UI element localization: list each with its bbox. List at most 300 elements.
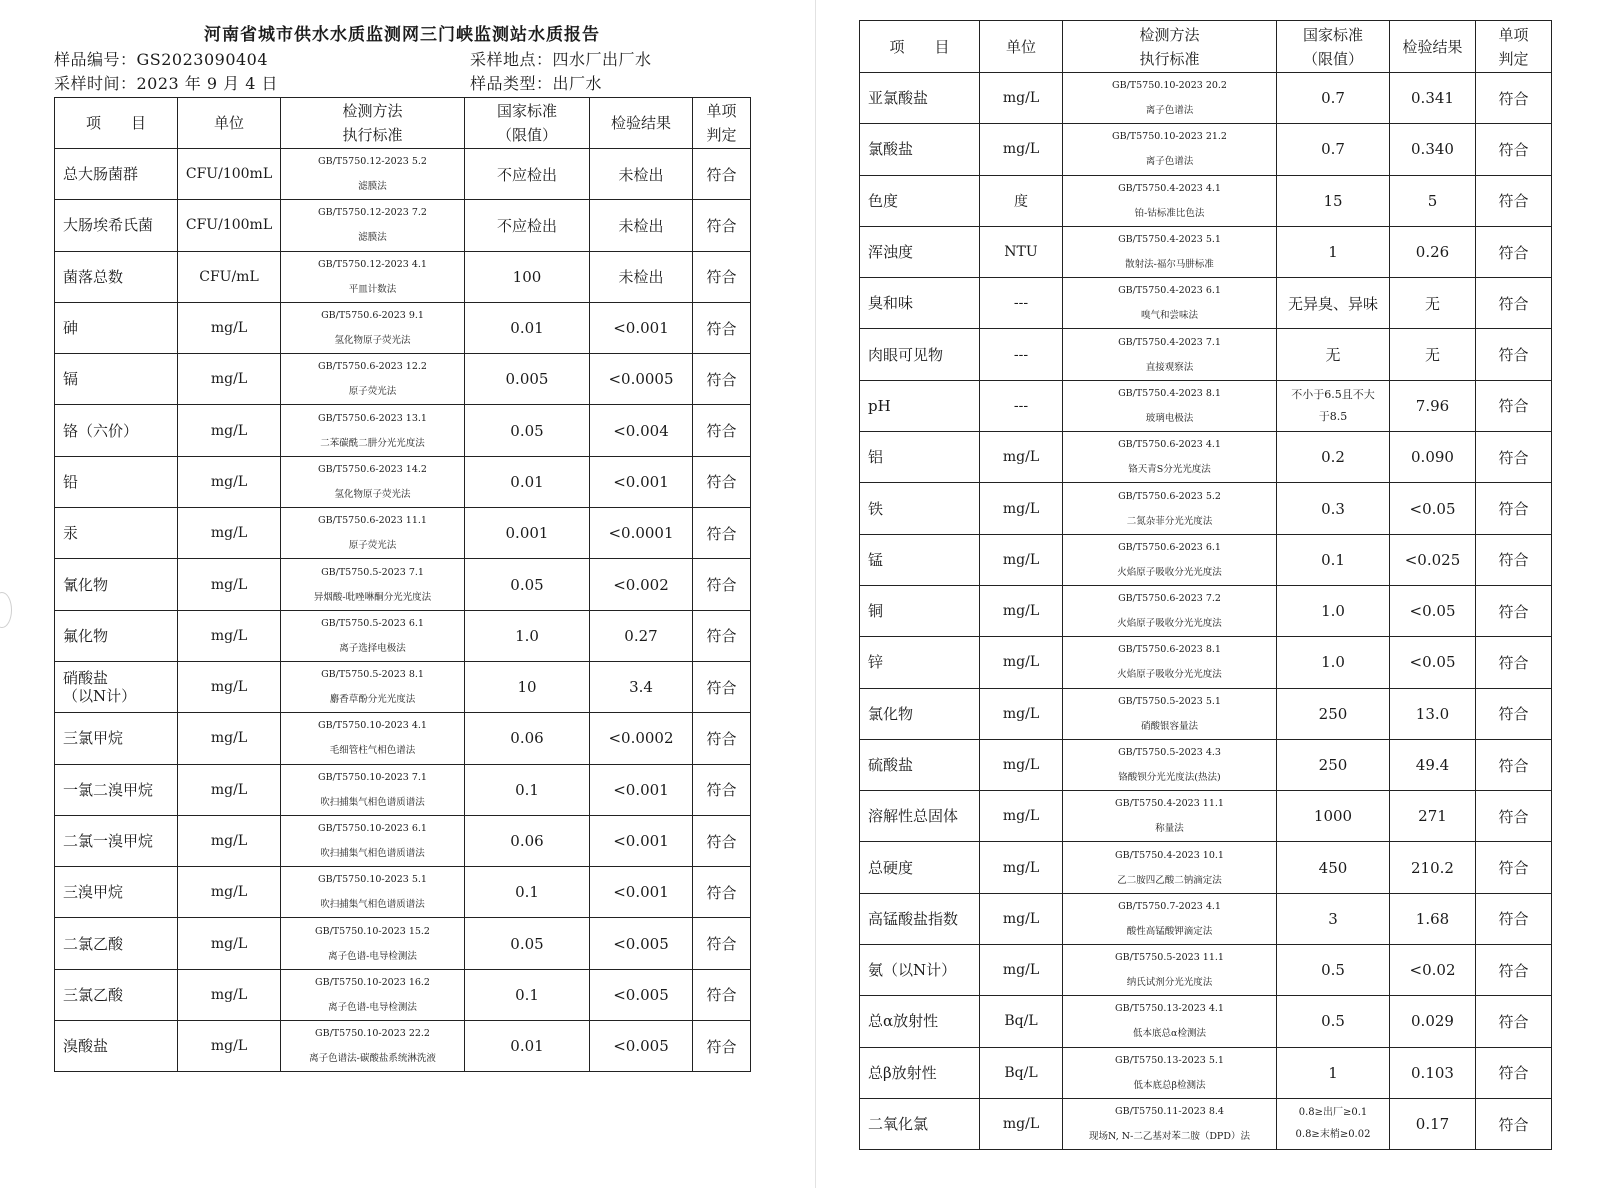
- item-result: 0.341: [1390, 73, 1476, 124]
- method-standard-code: GB/T5750.10-2023 4.1: [318, 720, 427, 732]
- limit-value: 0.7: [1321, 89, 1345, 108]
- method-name: 铬天青S分光光度法: [1128, 464, 1211, 476]
- table-header-row: [55, 98, 751, 149]
- method-standard-code: GB/T5750.10-2023 16.2: [315, 976, 430, 988]
- item-limit: [1277, 688, 1390, 739]
- item-name: [860, 996, 980, 1047]
- item-judge: 符合: [693, 969, 751, 1020]
- limit-value: 1: [1328, 1063, 1338, 1082]
- method-standard-code: GB/T5750.6-2023 4.1: [1118, 439, 1221, 451]
- item-name: [55, 610, 178, 661]
- method-name: 嗅气和尝味法: [1140, 310, 1198, 322]
- table-row: [55, 918, 751, 969]
- item-result: 0.26: [1390, 226, 1476, 277]
- table-row: [55, 610, 751, 661]
- table-row: [55, 149, 751, 200]
- limit-value: 不应检出: [496, 165, 557, 184]
- header-method: [281, 98, 465, 149]
- header-standard-line1: 国家标准: [496, 102, 557, 120]
- item-name-text: 浑浊度: [868, 243, 914, 262]
- item-result: <0.004: [590, 405, 693, 456]
- item-unit: mg/L: [980, 945, 1063, 996]
- method-standard-code: GB/T5750.6-2023 7.2: [1118, 593, 1221, 605]
- item-method: [281, 354, 465, 405]
- header-result: 检验结果: [1390, 21, 1476, 73]
- item-name: [55, 149, 178, 200]
- method-standard-code: GB/T5750.4-2023 7.1: [1118, 336, 1221, 348]
- item-judge: 符合: [1476, 329, 1552, 380]
- item-method: [1063, 534, 1277, 585]
- item-limit: [1277, 791, 1390, 842]
- item-unit: mg/L: [980, 739, 1063, 790]
- item-name: [55, 867, 178, 918]
- limit-value: 100: [512, 267, 542, 286]
- method-name: 滤膜法: [358, 232, 387, 244]
- item-result: 5: [1390, 175, 1476, 226]
- table-row: [860, 380, 1552, 431]
- item-result: <0.0002: [590, 713, 693, 764]
- item-name: [55, 713, 178, 764]
- item-judge: 符合: [693, 559, 751, 610]
- item-name: [860, 842, 980, 893]
- header-judge: [693, 98, 751, 149]
- item-name: [55, 354, 178, 405]
- limit-value: 0.001: [505, 524, 549, 543]
- header-judge: [1476, 21, 1552, 73]
- item-judge: 符合: [693, 405, 751, 456]
- method-standard-code: GB/T5750.6-2023 14.2: [318, 463, 427, 475]
- item-limit: [465, 405, 590, 456]
- limit-value: 0.01: [510, 472, 544, 491]
- limit-value: 1.0: [515, 626, 539, 645]
- item-judge: 符合: [1476, 996, 1552, 1047]
- item-limit: [1277, 945, 1390, 996]
- item-result: <0.005: [590, 969, 693, 1020]
- item-method: [281, 969, 465, 1020]
- limit-value: 不应检出: [496, 216, 557, 235]
- item-limit: [1277, 278, 1390, 329]
- item-unit: mg/L: [178, 354, 281, 405]
- item-method: [1063, 739, 1277, 790]
- method-name: 低本底总α检测法: [1133, 1028, 1206, 1040]
- item-judge: 符合: [1476, 945, 1552, 996]
- page-edge-mark: [0, 592, 12, 628]
- item-name-text: 高锰酸盐指数: [868, 909, 959, 928]
- header-method-line2: 执行标准: [342, 126, 403, 144]
- item-unit: CFU/100mL: [178, 200, 281, 251]
- results-table-left: [54, 97, 751, 1072]
- sample-time: 采样时间：2023 年 9 月 4 日: [54, 74, 279, 93]
- method-standard-code: GB/T5750.6-2023 8.1: [1118, 644, 1221, 656]
- item-method: [1063, 1098, 1277, 1149]
- method-standard-code: GB/T5750.5-2023 8.1: [321, 669, 424, 681]
- item-judge: 符合: [693, 1021, 751, 1072]
- table-row: [860, 124, 1552, 175]
- header-method-line1: 检测方法: [1139, 25, 1200, 44]
- results-table-right: [859, 20, 1552, 1150]
- method-standard-code: GB/T5750.6-2023 5.2: [1118, 490, 1221, 502]
- table-row: [860, 739, 1552, 790]
- item-name-text: 锰: [868, 550, 884, 569]
- item-judge: 符合: [1476, 380, 1552, 431]
- item-name-text: 二氯一溴甲烷: [63, 832, 154, 850]
- item-unit: mg/L: [178, 867, 281, 918]
- method-standard-code: GB/T5750.12-2023 7.2: [318, 207, 427, 219]
- limit-value: 0.06: [510, 729, 544, 748]
- item-method: [281, 661, 465, 712]
- item-judge: 符合: [1476, 175, 1552, 226]
- item-result: <0.001: [590, 302, 693, 353]
- item-name-text: 三溴甲烷: [63, 883, 124, 902]
- item-unit: mg/L: [178, 302, 281, 353]
- item-method: [281, 456, 465, 507]
- item-name: [55, 559, 178, 610]
- method-name: 酸性高锰酸钾滴定法: [1126, 925, 1213, 937]
- header-standard: [465, 98, 590, 149]
- header-result: 检验结果: [590, 98, 693, 149]
- table-row: [55, 508, 751, 559]
- item-result: 0.090: [1390, 432, 1476, 483]
- method-name: 异烟酸-吡唑啉酮分光光度法: [313, 591, 432, 603]
- item-name-text: 菌落总数: [63, 267, 124, 286]
- method-standard-code: GB/T5750.10-2023 6.1: [318, 823, 427, 834]
- method-standard-code: GB/T5750.4-2023 8.1: [1118, 387, 1221, 399]
- item-name-text: 氯酸盐: [868, 140, 914, 159]
- item-limit: [1277, 73, 1390, 124]
- item-judge: 符合: [693, 610, 751, 661]
- item-judge: 符合: [1476, 585, 1552, 636]
- item-method: [281, 149, 465, 200]
- item-method: [1063, 124, 1277, 175]
- item-name-text: 总β放射性: [868, 1063, 937, 1082]
- item-name: [860, 534, 980, 585]
- table-row: [860, 996, 1552, 1047]
- item-method: [281, 867, 465, 918]
- limit-value: 0.005: [505, 370, 549, 389]
- item-limit: [1277, 329, 1390, 380]
- header-method-line1: 检测方法: [342, 102, 403, 120]
- method-standard-code: GB/T5750.4-2023 11.1: [1115, 798, 1224, 810]
- method-name: 氢化物原子荧光法: [334, 488, 411, 500]
- item-method: [1063, 996, 1277, 1047]
- method-name: 火焰原子吸收分光光度法: [1117, 618, 1222, 630]
- item-name-text: 铝: [868, 448, 884, 467]
- item-unit: ---: [980, 380, 1063, 431]
- item-method: [281, 200, 465, 251]
- item-unit: mg/L: [178, 969, 281, 1020]
- limit-value: 3: [1328, 909, 1338, 928]
- item-method: [1063, 175, 1277, 226]
- item-unit: mg/L: [178, 405, 281, 456]
- header-standard-line2: （限值）: [496, 126, 557, 144]
- header-item: 项 目: [55, 98, 178, 149]
- method-name: 离子色谱法: [1145, 156, 1194, 168]
- item-unit: Bq/L: [980, 996, 1063, 1047]
- report-title: 河南省城市供水水质监测网三门峡监测站水质报告: [204, 25, 600, 45]
- item-method: [281, 302, 465, 353]
- item-limit: [1277, 637, 1390, 688]
- method-standard-code: GB/T5750.10-2023 15.2: [315, 925, 430, 937]
- item-result: 0.103: [1390, 1047, 1476, 1098]
- limit-value: 0.5: [1321, 961, 1345, 980]
- item-unit: NTU: [980, 226, 1063, 277]
- item-result: 未检出: [590, 149, 693, 200]
- header-standard: [1277, 21, 1390, 73]
- item-judge: 符合: [693, 302, 751, 353]
- item-limit: [1277, 842, 1390, 893]
- item-judge: 符合: [1476, 1098, 1552, 1149]
- table-row: [860, 534, 1552, 585]
- item-result: <0.05: [1390, 585, 1476, 636]
- table-row: [55, 405, 751, 456]
- item-unit: ---: [980, 278, 1063, 329]
- method-name: 二氮杂菲分光光度法: [1126, 515, 1213, 527]
- item-method: [1063, 688, 1277, 739]
- item-limit: [1277, 432, 1390, 483]
- item-name: [55, 405, 178, 456]
- item-method: [281, 764, 465, 815]
- item-unit: ---: [980, 329, 1063, 380]
- item-limit: [465, 200, 590, 251]
- table-row: [860, 329, 1552, 380]
- table-row: [860, 637, 1552, 688]
- table-row: [860, 226, 1552, 277]
- item-result: 13.0: [1390, 688, 1476, 739]
- method-standard-code: GB/T5750.4-2023 5.1: [1118, 234, 1221, 246]
- table-header-row: [860, 21, 1552, 73]
- item-judge: 符合: [1476, 73, 1552, 124]
- item-judge: 符合: [1476, 739, 1552, 790]
- item-unit: mg/L: [178, 918, 281, 969]
- item-name: [860, 945, 980, 996]
- method-name: 原子荧光法: [348, 540, 397, 552]
- item-result: <0.02: [1390, 945, 1476, 996]
- limit-value: 0.8≥出厂≥0.1: [1298, 1107, 1368, 1119]
- item-unit: mg/L: [178, 764, 281, 815]
- item-name: [860, 688, 980, 739]
- item-method: [281, 918, 465, 969]
- item-name: [860, 791, 980, 842]
- item-name: [860, 1098, 980, 1149]
- table-row: [860, 842, 1552, 893]
- item-limit: [1277, 585, 1390, 636]
- item-name: [55, 918, 178, 969]
- item-name: [55, 661, 178, 712]
- method-standard-code: GB/T5750.11-2023 8.4: [1115, 1106, 1224, 1118]
- method-name: 铬酸钡分光光度法(热法): [1118, 772, 1221, 783]
- item-method: [281, 610, 465, 661]
- item-name: [860, 175, 980, 226]
- item-unit: mg/L: [980, 585, 1063, 636]
- item-judge: 符合: [1476, 1047, 1552, 1098]
- method-name: 二苯碳酰二肼分光光度法: [320, 437, 425, 449]
- item-judge: 符合: [693, 251, 751, 302]
- method-name: 滤膜法: [358, 181, 387, 193]
- table-row: [55, 456, 751, 507]
- item-judge: 符合: [693, 713, 751, 764]
- header-standard-line1: 国家标准: [1302, 25, 1363, 44]
- item-result: 0.17: [1390, 1098, 1476, 1149]
- item-limit: [465, 456, 590, 507]
- method-name: 吹扫捕集气相色谱质谱法: [320, 796, 425, 808]
- table-row: [860, 945, 1552, 996]
- limit-value: 450: [1318, 858, 1348, 877]
- item-name-text: 三氯甲烷: [63, 729, 124, 748]
- item-limit: [465, 867, 590, 918]
- limit-value: 0.1: [515, 780, 539, 799]
- method-standard-code: GB/T5750.6-2023 9.1: [321, 310, 424, 322]
- item-limit: [465, 302, 590, 353]
- item-limit: [465, 661, 590, 712]
- method-name: 平皿计数法: [348, 283, 397, 295]
- limit-value: 0.05: [510, 421, 544, 440]
- limit-value: 0.06: [510, 832, 544, 850]
- table-row: [55, 713, 751, 764]
- method-name: 直接观察法: [1145, 361, 1194, 373]
- item-name-text: 氯化物: [868, 704, 914, 723]
- item-method: [1063, 226, 1277, 277]
- item-limit: [1277, 124, 1390, 175]
- item-unit: mg/L: [980, 688, 1063, 739]
- item-unit: mg/L: [178, 661, 281, 712]
- item-name: [55, 1021, 178, 1072]
- item-method: [281, 1021, 465, 1072]
- item-method: [1063, 842, 1277, 893]
- limit-value: 0.01: [510, 1037, 544, 1056]
- item-name: [860, 637, 980, 688]
- item-name-text: 硫酸盐: [868, 756, 914, 774]
- table-row: [860, 688, 1552, 739]
- table-row: [860, 1098, 1552, 1149]
- item-name-text: pH: [868, 396, 891, 415]
- table-row: [860, 1047, 1552, 1098]
- limit-value: 0.05: [510, 934, 544, 953]
- item-method: [281, 815, 465, 866]
- limit-value: 0.2: [1321, 448, 1345, 467]
- item-result: <0.05: [1390, 637, 1476, 688]
- method-standard-code: GB/T5750.5-2023 4.3: [1118, 747, 1221, 758]
- method-name: 纳氏试剂分光光度法: [1126, 977, 1213, 989]
- item-result: <0.05: [1390, 483, 1476, 534]
- item-limit: [465, 508, 590, 559]
- table-row: [860, 73, 1552, 124]
- item-name-text: 亚氯酸盐: [868, 89, 929, 108]
- item-limit: [1277, 893, 1390, 944]
- item-result: <0.005: [590, 1021, 693, 1072]
- table-row: [55, 251, 751, 302]
- item-method: [1063, 432, 1277, 483]
- table-row: [55, 969, 751, 1020]
- item-result: <0.005: [590, 918, 693, 969]
- item-judge: 符合: [693, 456, 751, 507]
- method-standard-code: GB/T5750.5-2023 6.1: [321, 617, 424, 629]
- item-unit: CFU/mL: [178, 251, 281, 302]
- item-method: [1063, 329, 1277, 380]
- report-page-right: [820, 0, 1618, 1188]
- item-judge: 符合: [1476, 637, 1552, 688]
- item-result: 271: [1390, 791, 1476, 842]
- item-limit: [1277, 1098, 1390, 1149]
- table-body-left: [55, 98, 751, 1072]
- table-row: [55, 559, 751, 610]
- item-method: [281, 713, 465, 764]
- item-name-text: 氟化物: [63, 626, 109, 645]
- item-name: [55, 764, 178, 815]
- item-method: [1063, 380, 1277, 431]
- method-standard-code: GB/T5750.6-2023 11.1: [318, 515, 427, 527]
- item-judge: 符合: [1476, 483, 1552, 534]
- item-limit: [1277, 380, 1390, 431]
- method-name: 火焰原子吸收分光光度法: [1117, 566, 1222, 578]
- item-result: 1.68: [1390, 893, 1476, 944]
- method-name: 氢化物原子荧光法: [334, 335, 411, 347]
- limit-value: 0.1: [515, 883, 539, 902]
- header-standard-line2: （限值）: [1302, 49, 1363, 68]
- item-unit: mg/L: [980, 124, 1063, 175]
- limit-value: 0.1: [1321, 550, 1345, 569]
- table-row: [55, 354, 751, 405]
- item-judge: 符合: [1476, 688, 1552, 739]
- item-name: [860, 73, 980, 124]
- method-standard-code: GB/T5750.5-2023 7.1: [321, 566, 424, 578]
- item-method: [1063, 791, 1277, 842]
- table-row: [860, 791, 1552, 842]
- item-unit: mg/L: [178, 559, 281, 610]
- item-result: <0.0005: [590, 354, 693, 405]
- table-row: [55, 764, 751, 815]
- method-standard-code: GB/T5750.12-2023 5.2: [318, 156, 427, 168]
- method-name: 火焰原子吸收分光光度法: [1117, 669, 1222, 681]
- item-name-sub: （以N计）: [63, 687, 137, 706]
- item-name: [55, 251, 178, 302]
- limit-value: 0.1: [515, 985, 539, 1004]
- item-name: [55, 456, 178, 507]
- method-name: 离子色谱法: [1145, 105, 1194, 117]
- item-limit: [465, 149, 590, 200]
- limit-value: 无: [1325, 346, 1341, 365]
- item-method: [281, 405, 465, 456]
- method-name: 吹扫捕集气相色谱质谱法: [320, 848, 425, 859]
- item-unit: Bq/L: [980, 1047, 1063, 1098]
- item-name-text: 臭和味: [868, 294, 914, 313]
- item-limit: [1277, 483, 1390, 534]
- item-name-text: 砷: [63, 319, 79, 338]
- item-name: [860, 124, 980, 175]
- method-standard-code: GB/T5750.13-2023 5.1: [1115, 1054, 1224, 1066]
- item-limit: [465, 354, 590, 405]
- item-judge: 符合: [693, 918, 751, 969]
- sample-location: 采样地点：四水厂出厂水: [470, 50, 652, 69]
- item-name: [860, 585, 980, 636]
- item-name: [860, 380, 980, 431]
- method-standard-code: GB/T5750.10-2023 21.2: [1112, 131, 1227, 143]
- item-name-text: 溴酸盐: [63, 1037, 109, 1056]
- item-result: <0.001: [590, 815, 693, 866]
- table-row: [55, 200, 751, 251]
- limit-value: 0.01: [510, 319, 544, 338]
- method-name: 离子选择电极法: [339, 642, 406, 654]
- method-standard-code: GB/T5750.4-2023 6.1: [1118, 285, 1221, 297]
- table-row: [55, 1021, 751, 1072]
- item-result: 49.4: [1390, 739, 1476, 790]
- item-unit: mg/L: [980, 893, 1063, 944]
- item-method: [1063, 893, 1277, 944]
- header-unit: 单位: [980, 21, 1063, 73]
- limit-value: 10: [517, 678, 537, 697]
- method-standard-code: GB/T5750.10-2023 5.1: [318, 874, 427, 886]
- limit-value: 不小于6.5且不大: [1291, 387, 1375, 401]
- item-unit: mg/L: [178, 1021, 281, 1072]
